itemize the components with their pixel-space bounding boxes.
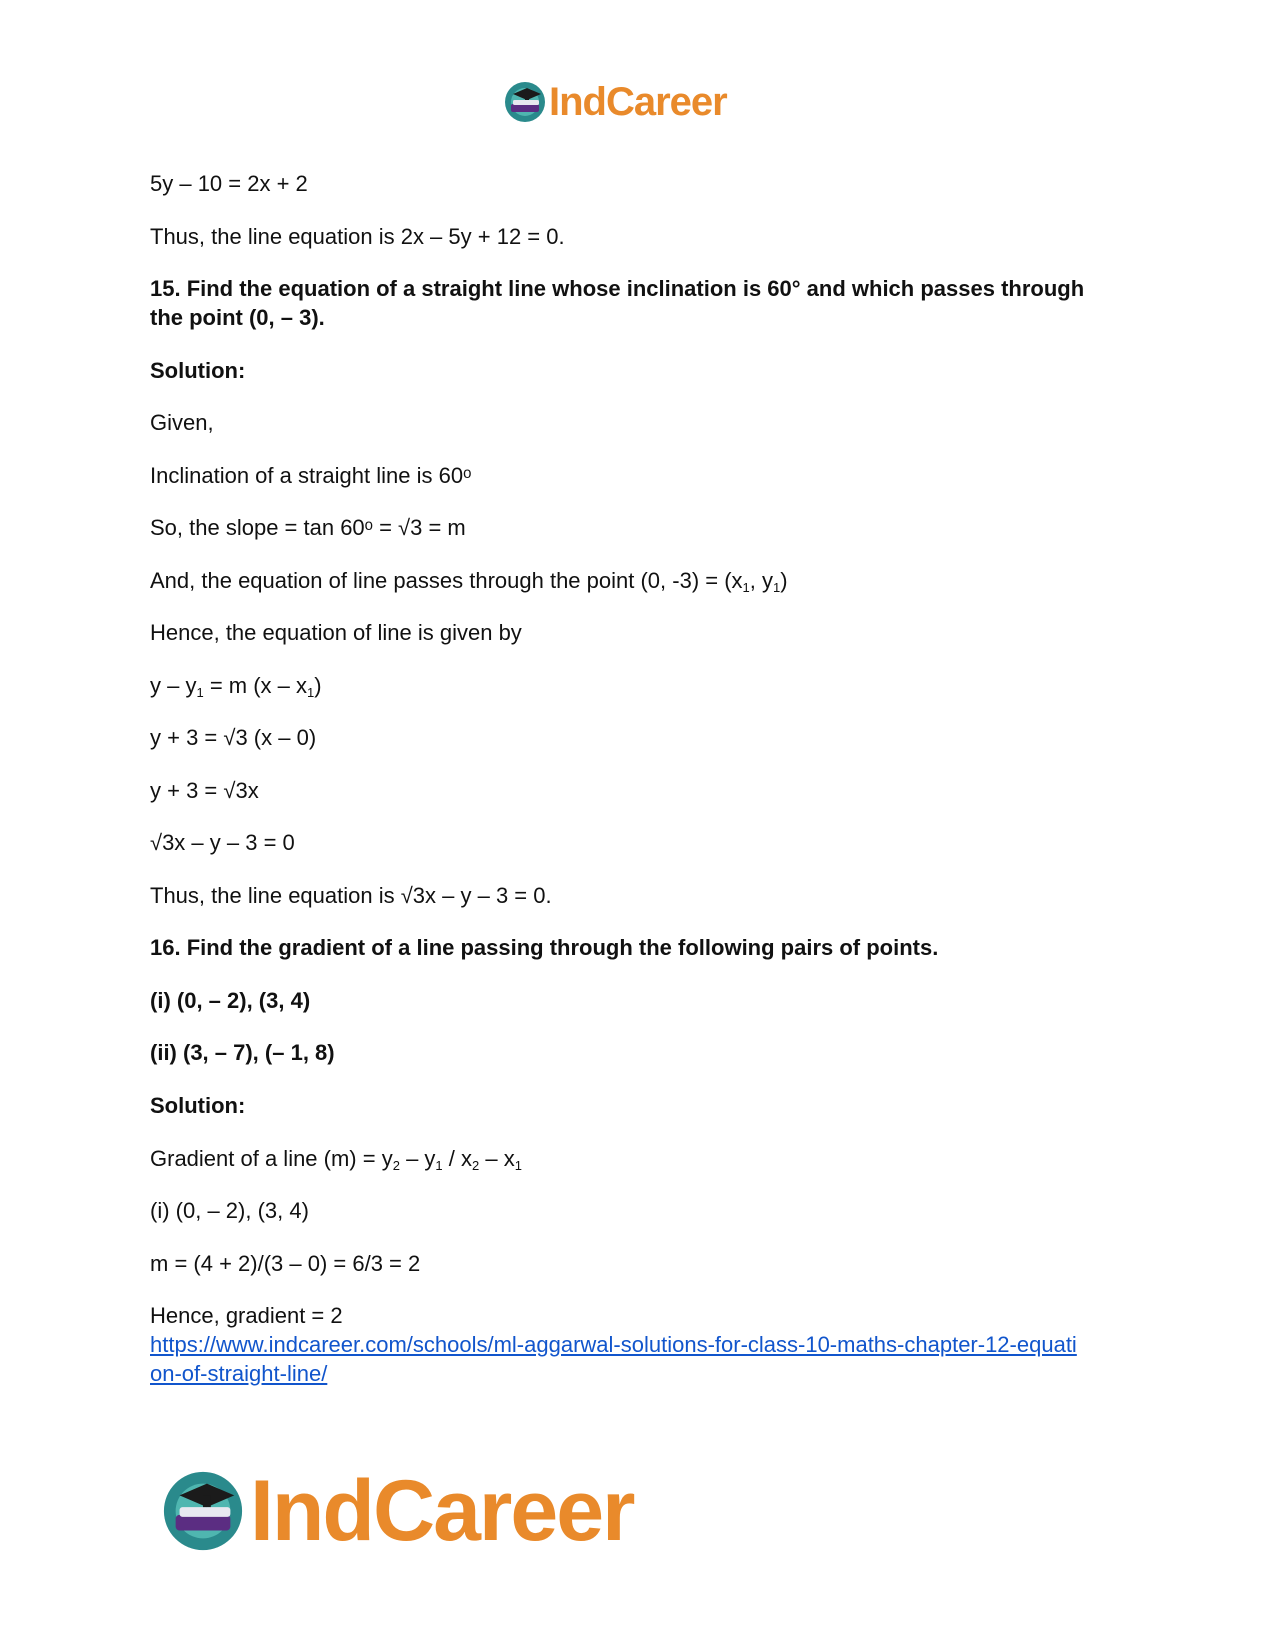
text-line: Inclination of a straight line is 60ᵒ [150,463,472,488]
graduation-book-icon [160,1468,246,1554]
question-16-part-i: (i) (0, – 2), (3, 4) [150,988,311,1013]
text-line: 5y – 10 = 2x + 2 [150,171,308,196]
indcareer-logo-bottom [160,1463,634,1559]
question-16: 16. Find the gradient of a line passing through the following pairs of points. [150,935,939,960]
equation-line: $y - y_1 = m$ $(x - x_1)$ [150,673,322,700]
solution-heading: Solution: [150,358,246,383]
graduation-book-icon [503,80,547,124]
solution-heading: Solution: [150,1093,246,1118]
text-line: Hence, the equation of line is given by [150,620,522,645]
equation-line: y + 3 = √3x [150,778,259,803]
text-line: Thus, the line equation is √3x – y – 3 = 0. [150,883,552,908]
indcareer-logo-top [503,80,727,124]
gradient-formula: Gradient of a line $(m) = y_2 - y_1 / x_2 - x_1$ [150,1146,522,1173]
text-line: Given, [150,410,214,435]
source-link-line-1[interactable]: https://www.indcareer.com/schools/ml-aggarwal-solutions-for-class-10-maths-chapter-12-equati [150,1332,1077,1357]
equation-line: √3x – y – 3 = 0 [150,830,295,855]
text-line: So, the slope = tan 60ᵒ = √3 = m [150,515,466,540]
equation-line: y + 3 = √3 (x – 0) [150,725,317,750]
text-line: Hence, gradient = 2 [150,1303,343,1328]
logo-wordmark: IndCareer [250,1463,634,1559]
question-15-line-2: the point (0, – 3). [150,305,325,330]
question-16-part-ii: (ii) (3, – 7), (– 1, 8) [150,1040,335,1065]
logo-wordmark: IndCareer [549,80,727,124]
question-15-line-1: 15. Find the equation of a straight line whose inclination is 60° and which passes through [150,276,1085,301]
text-line: Thus, the line equation is 2x – 5y + 12 = 0. [150,224,565,249]
equation-line: m = (4 + 2)/(3 – 0) = 6/3 = 2 [150,1251,421,1276]
text-line: (i) (0, – 2), (3, 4) [150,1198,309,1223]
text-line: And, the equation of line passes through the point (0, $-3) = (x_1$, $y_1$) [150,568,788,595]
source-link-line-2[interactable]: on-of-straight-line/ [150,1361,328,1386]
